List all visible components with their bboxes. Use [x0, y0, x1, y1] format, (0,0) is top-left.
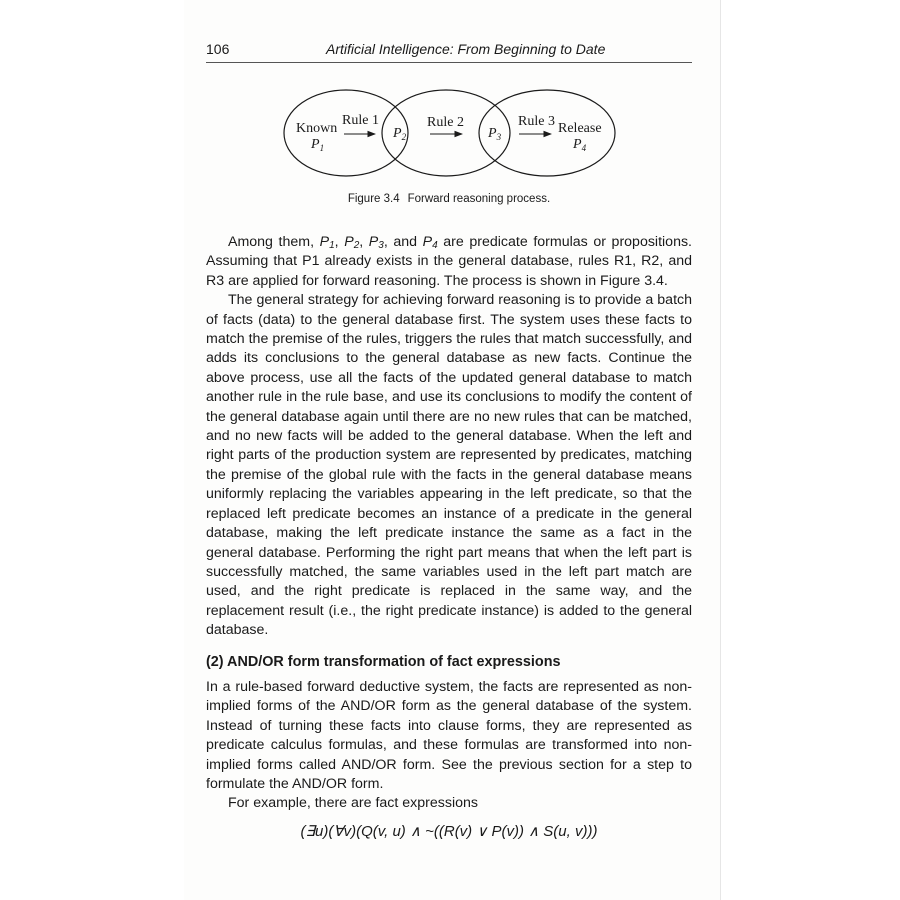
- node-p3: $P_3$: [488, 126, 502, 142]
- prop-p4: $P_4$: [422, 234, 438, 251]
- running-title: Artificial Intelligence: From Beginning to Date: [326, 41, 606, 57]
- rule-1-label: Rule 1: [342, 113, 379, 128]
- prop-p3: $P_3$: [368, 234, 384, 251]
- node-p2: $P_2$: [393, 126, 407, 142]
- figure-caption: [206, 193, 692, 205]
- caption-label: Figure 3.4: [347, 193, 400, 205]
- prop-p1: $P_1$: [319, 234, 335, 251]
- paragraph-3: In a rule-based forward deductive system, the facts are represented as non-implied forms of the AND/OR form as the general database of the system. Instead of turning these facts into clause forms, they are represented as predicate calculus formulas, and these formulas are transformed into non-implied forms called AND/OR form. See the previous section for a step to formulate the AND/OR form.: [206, 679, 692, 793]
- page-header: [206, 40, 692, 63]
- venn-diagram: [282, 88, 618, 178]
- node-known-label: Known: [296, 121, 338, 136]
- section-heading: (2) AND/OR form transformation of fact expressions: [206, 654, 561, 670]
- node-p4: $P_4$: [573, 137, 587, 153]
- paragraph-4: For example, there are fact expressions: [228, 795, 478, 812]
- node-p1: $P_1$: [311, 137, 325, 153]
- paragraph-1: Among them, $P_1$, $P_2$, $P_3$, and $P_4$ are predicate formulas or propositions. Assuming that P1 already exists in the general database, rules R1, R2, and R3 are applied for forward reasoning. The process is shown in Figure 3.4.: [206, 234, 692, 289]
- rule-2-label: Rule 2: [427, 115, 464, 130]
- rule-3-label: Rule 3: [518, 114, 555, 129]
- prop-p2: $P_2$: [344, 234, 360, 251]
- body-text-bottom: [206, 678, 692, 814]
- caption-text: Forward reasoning process.: [407, 193, 551, 205]
- body-text-top: [206, 233, 692, 641]
- node-release-label: Release: [558, 121, 602, 136]
- fact-expression-formula: (∃u)(∀v)(Q(v, u) ∧ ~((R(v) ∨ P(v)) ∧ S(u, v))): [300, 823, 598, 840]
- paragraph-2: The general strategy for achieving forward reasoning is to provide a batch of facts (data) to the general database first. The system uses these facts to match the premise of the rules, triggers the rules that match successfully, and adds its conclusions to the general database as new facts. Continue the above process, use all the facts of the updated general database to match another rule in the rule base, and use its conclusions to modify the content of the general database again until there are no new rules that can be matched, and no new facts will be added to the general database. When the left and right parts of the production system are represented by predicates, matching the premise of the global rule with the facts in the general database means uniformly replacing the variables appearing in the left predicate, so that the replaced left predicate becomes an instance of a predicate in the general database, making the left predicate instance the same as a fact in the general database. Performing the right part means that when the left part is successfully matched, the same variables used in the left part match are used, and the right predicate is replaced in the same way, and the replacement result (i.e., the right predicate instance) is added to the general database.: [206, 292, 692, 639]
- forward-reasoning-figure: [282, 88, 618, 178]
- page-number: 106: [206, 41, 230, 57]
